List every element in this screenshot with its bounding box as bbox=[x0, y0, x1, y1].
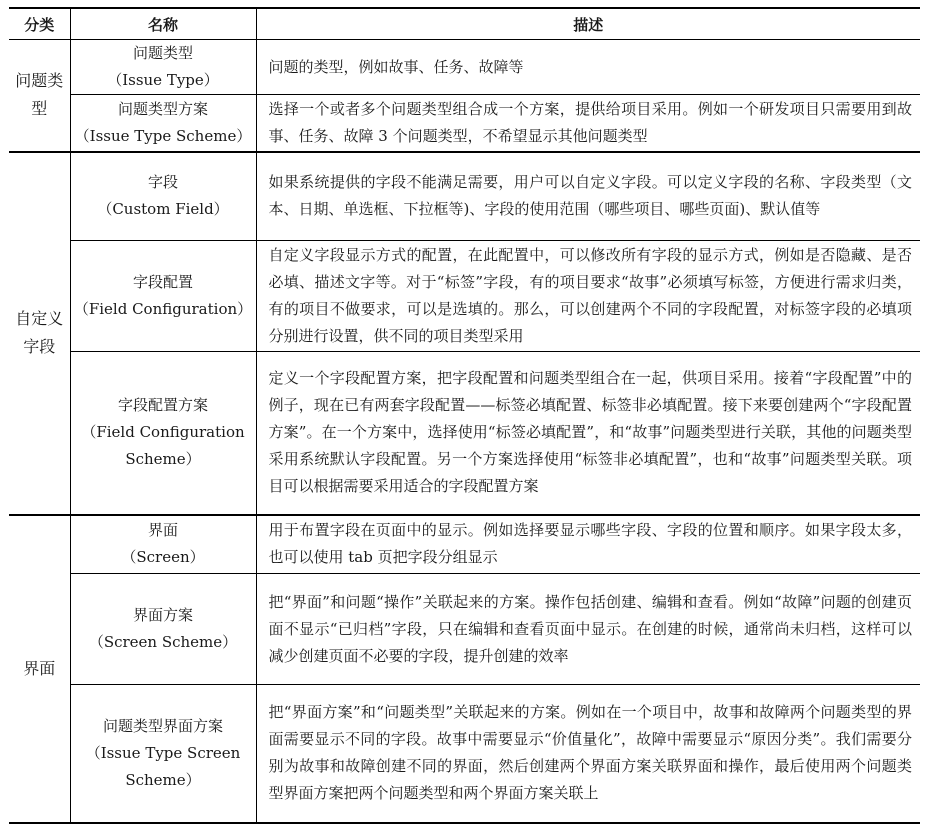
category-cell: 界面 bbox=[9, 515, 70, 823]
table-row bbox=[9, 685, 920, 823]
table-row bbox=[9, 40, 920, 95]
name-en: （Issue Type Screen Scheme） bbox=[85, 743, 241, 789]
table-row bbox=[9, 241, 920, 352]
table-row bbox=[9, 515, 920, 574]
name-cell bbox=[70, 241, 256, 352]
name-en: （Custom Field） bbox=[97, 200, 229, 219]
issue-config-table bbox=[9, 7, 920, 824]
name-cn: 字段配置方案 bbox=[117, 396, 208, 415]
category-cell: 问题类型 bbox=[9, 40, 70, 152]
name-cell bbox=[70, 685, 256, 823]
name-cn: 字段配置 bbox=[132, 273, 193, 291]
category-cell: 自定义字段 bbox=[9, 152, 70, 515]
header-name: 名称 bbox=[70, 8, 256, 40]
table-row bbox=[9, 152, 920, 241]
table-row bbox=[9, 574, 920, 685]
name-en: （Field Configuration Scheme） bbox=[81, 423, 245, 469]
description-cell: 自定义字段显示方式的配置，在此配置中，可以修改所有字段的显示方式，例如是否隐藏、是否必填、描述文字等。对于“标签”字段，有的项目要求“故事”必须填写标签，方便进行需求归类，有的项目不做要求，可以是选填的。那么，可以创建两个不同的字段配置，对标签字段的必填项分别进行设置，供不同的项目类型采用 bbox=[256, 241, 920, 352]
name-en: （Issue Type） bbox=[107, 71, 219, 89]
header-row bbox=[9, 8, 920, 40]
description-cell: 定义一个字段配置方案，把字段配置和问题类型组合在一起，供项目采用。接着“字段配置”中的例子，现在已有两套字段配置——标签必填配置、标签非必填配置。接下来要创建两个“字段配置方案”。在一个方案中，选择使用“标签必填配置”，和“故事”问题类型进行关联，其他的问题类型采用系统默认字段配置。另一个方案选择使用“标签非必填配置”，也和“故事”问题类型关联。项目可以根据需要采用适合的字段配置方案 bbox=[256, 352, 920, 515]
name-cn: 问题类型方案 bbox=[117, 99, 208, 118]
description-cell: 把“界面”和问题“操作”关联起来的方案。操作包括创建、编辑和查看。例如“故障”问题的创建页面不显示“已归档”字段，只在编辑和查看页面中显示。在创建的时候，通常尚未归档，这样可以减少创建页面不必要的字段，提升创建的效率 bbox=[256, 574, 920, 685]
name-cell bbox=[70, 352, 256, 515]
name-cell bbox=[70, 152, 256, 241]
description-cell: 选择一个或者多个问题类型组合成一个方案，提供给项目采用。例如一个研发项目只需要用到故事、任务、故障 3 个问题类型，不希望显示其他问题类型 bbox=[256, 95, 920, 152]
description-cell: 如果系统提供的字段不能满足需要，用户可以自定义字段。可以定义字段的名称、字段类型（文本、日期、单选框、下拉框等)、字段的使用范围（哪些项目、哪些页面)、默认值等 bbox=[256, 152, 920, 241]
name-en: （Issue Type Scheme） bbox=[74, 126, 252, 145]
header-description: 描述 bbox=[256, 8, 920, 40]
name-cn: 问题类型 bbox=[132, 44, 193, 62]
table-row bbox=[9, 352, 920, 515]
name-en: （Field Configuration） bbox=[73, 300, 253, 318]
name-cn: 界面 bbox=[147, 521, 178, 540]
description-cell: 用于布置字段在页面中的显示。例如选择要显示哪些字段、字段的位置和顺序。如果字段太多，也可以使用 tab 页把字段分组显示 bbox=[256, 515, 920, 574]
name-cell bbox=[70, 40, 256, 95]
name-cell bbox=[70, 574, 256, 685]
description-cell: 把“界面方案”和“问题类型”关联起来的方案。例如在一个项目中，故事和故障两个问题类型的界面需要显示不同的字段。故事中需要显示“价值量化”，故障中需要显示“原因分类”。我们需要分别为故事和故障创建不同的界面，然后创建两个界面方案关联界面和操作，最后使用两个问题类型界面方案把两个问题类型和两个界面方案关联上 bbox=[256, 685, 920, 823]
name-cn: 界面方案 bbox=[132, 606, 193, 624]
table-row bbox=[9, 95, 920, 152]
header-category: 分类 bbox=[9, 8, 70, 40]
name-en: （Screen） bbox=[121, 548, 205, 567]
name-cell bbox=[70, 95, 256, 152]
name-cell bbox=[70, 515, 256, 574]
name-cn: 问题类型界面方案 bbox=[102, 716, 223, 735]
name-en: （Screen Scheme） bbox=[88, 633, 238, 651]
description-cell: 问题的类型，例如故事、任务、故障等 bbox=[256, 40, 920, 95]
name-cn: 字段 bbox=[147, 173, 178, 192]
